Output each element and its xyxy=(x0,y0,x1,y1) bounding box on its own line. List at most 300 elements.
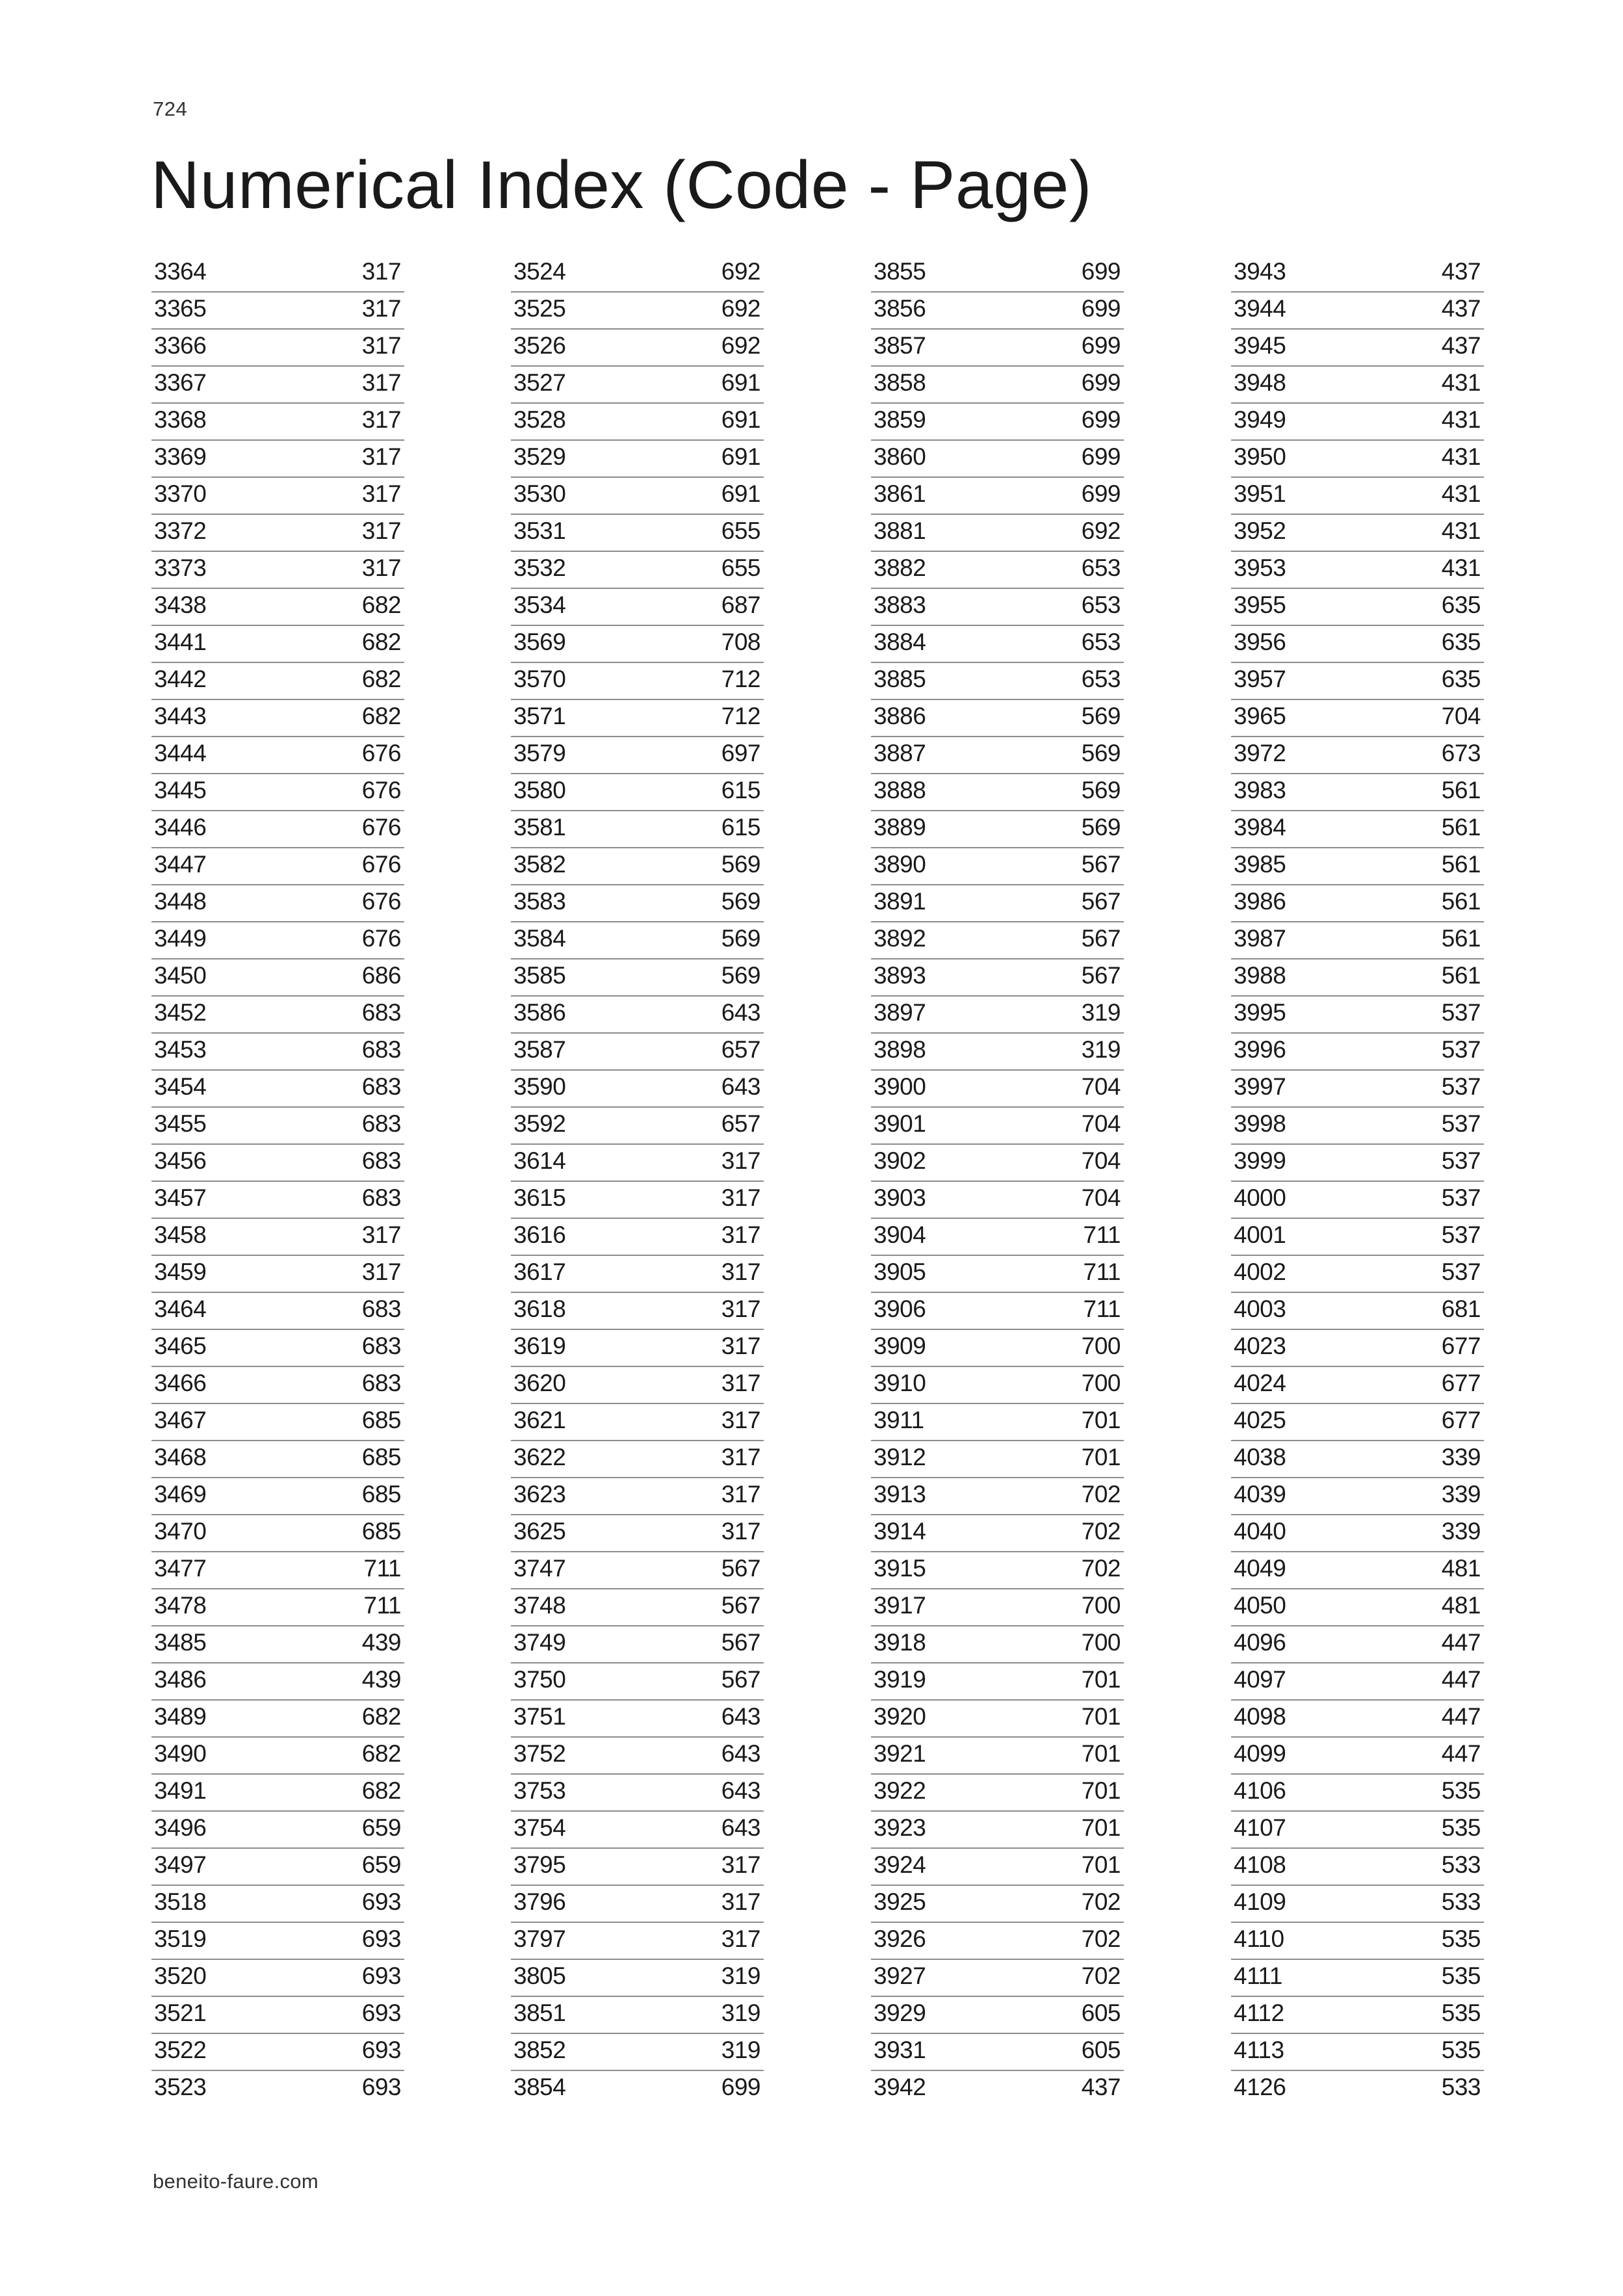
index-row xyxy=(871,1886,1124,1923)
page-reference: 533 xyxy=(1441,1888,1481,1915)
index-column-3 xyxy=(871,255,1124,2108)
index-row xyxy=(511,1219,764,1256)
product-code: 3622 xyxy=(513,1444,566,1470)
product-code: 3919 xyxy=(874,1666,926,1693)
index-row xyxy=(871,1775,1124,1812)
index-row xyxy=(511,700,764,737)
product-code: 3921 xyxy=(874,1740,926,1767)
page-reference: 317 xyxy=(721,1518,760,1545)
page-reference: 655 xyxy=(721,517,760,544)
product-code: 3797 xyxy=(513,1925,566,1952)
product-code: 4000 xyxy=(1234,1184,1286,1211)
product-code: 3949 xyxy=(1234,406,1286,433)
page-reference: 431 xyxy=(1441,406,1481,433)
index-row xyxy=(151,1515,404,1552)
page-reference: 712 xyxy=(721,703,760,729)
index-row xyxy=(151,1145,404,1182)
product-code: 3585 xyxy=(513,962,566,989)
product-code: 3365 xyxy=(154,295,207,322)
page-reference: 711 xyxy=(1083,1259,1121,1285)
index-row xyxy=(871,663,1124,700)
page-reference: 699 xyxy=(1081,258,1121,285)
index-row xyxy=(511,552,764,589)
index-row xyxy=(151,1997,404,2034)
product-code: 3754 xyxy=(513,1814,566,1841)
index-row xyxy=(871,1478,1124,1515)
index-column-1 xyxy=(151,255,404,2108)
page-reference: 683 xyxy=(361,1110,401,1137)
index-row xyxy=(511,1515,764,1552)
page-reference: 533 xyxy=(1441,2074,1481,2100)
product-code: 3749 xyxy=(513,1629,566,1656)
page-reference: 437 xyxy=(1081,2074,1121,2100)
page-reference: 643 xyxy=(721,1073,760,1100)
page-reference: 567 xyxy=(1081,851,1121,878)
index-row xyxy=(871,441,1124,478)
product-code: 3583 xyxy=(513,888,566,915)
page-reference: 537 xyxy=(1441,999,1481,1026)
product-code: 3618 xyxy=(513,1296,566,1322)
page-reference: 437 xyxy=(1441,258,1481,285)
page-reference: 692 xyxy=(721,295,760,322)
index-row xyxy=(871,1552,1124,1589)
page-reference: 561 xyxy=(1441,814,1481,841)
page-reference: 655 xyxy=(721,554,760,581)
product-code: 3468 xyxy=(154,1444,207,1470)
index-row xyxy=(1231,1663,1484,1701)
product-code: 3490 xyxy=(154,1740,207,1767)
index-row xyxy=(151,774,404,811)
index-row xyxy=(871,293,1124,330)
page-reference: 683 xyxy=(361,1073,401,1100)
index-row xyxy=(151,1701,404,1738)
product-code: 3443 xyxy=(154,703,207,729)
index-row xyxy=(151,1404,404,1441)
product-code: 4107 xyxy=(1234,1814,1286,1841)
page-reference: 439 xyxy=(361,1666,401,1693)
product-code: 3456 xyxy=(154,1147,207,1174)
page-reference: 704 xyxy=(1081,1147,1121,1174)
product-code: 4002 xyxy=(1234,1259,1286,1285)
product-code: 3905 xyxy=(874,1259,926,1285)
index-row xyxy=(511,922,764,959)
page-reference: 317 xyxy=(721,1370,760,1396)
product-code: 3909 xyxy=(874,1333,926,1359)
index-row xyxy=(151,1589,404,1626)
index-row xyxy=(871,1182,1124,1219)
product-code: 3856 xyxy=(874,295,926,322)
page-reference: 711 xyxy=(363,1555,401,1582)
index-row xyxy=(1231,1219,1484,1256)
footer-website: beneito-faure.com xyxy=(153,2170,318,2193)
product-code: 3999 xyxy=(1234,1147,1286,1174)
product-code: 4106 xyxy=(1234,1777,1286,1804)
product-code: 3444 xyxy=(154,740,207,766)
product-code: 3446 xyxy=(154,814,207,841)
page-reference: 317 xyxy=(361,406,401,433)
index-row xyxy=(511,1589,764,1626)
page-reference: 699 xyxy=(1081,443,1121,470)
index-row xyxy=(871,1330,1124,1367)
product-code: 3911 xyxy=(874,1407,924,1433)
product-code: 3951 xyxy=(1234,480,1286,507)
page-reference: 535 xyxy=(1441,1925,1481,1952)
index-row xyxy=(1231,2071,1484,2108)
page-reference: 447 xyxy=(1441,1629,1481,1656)
product-code: 3617 xyxy=(513,1259,566,1285)
product-code: 3466 xyxy=(154,1370,207,1396)
index-row xyxy=(871,737,1124,774)
page-reference: 704 xyxy=(1081,1073,1121,1100)
product-code: 3753 xyxy=(513,1777,566,1804)
product-code: 3447 xyxy=(154,851,207,878)
page-reference: 682 xyxy=(361,629,401,655)
index-row xyxy=(511,1293,764,1330)
index-row xyxy=(151,1108,404,1145)
index-row xyxy=(151,811,404,848)
index-row xyxy=(871,997,1124,1034)
page-reference: 693 xyxy=(361,2000,401,2026)
index-row xyxy=(151,589,404,626)
page-reference: 437 xyxy=(1441,332,1481,359)
page-reference: 699 xyxy=(721,2074,760,2100)
product-code: 3965 xyxy=(1234,703,1286,729)
index-row xyxy=(871,515,1124,552)
page-reference: 569 xyxy=(1081,777,1121,803)
product-code: 3452 xyxy=(154,999,207,1026)
page-reference: 561 xyxy=(1441,962,1481,989)
page-reference: 699 xyxy=(1081,480,1121,507)
index-row xyxy=(511,1626,764,1663)
index-row xyxy=(871,848,1124,885)
index-row xyxy=(151,885,404,922)
index-row xyxy=(1231,478,1484,515)
index-row xyxy=(151,1738,404,1775)
index-row xyxy=(151,1849,404,1886)
page-reference: 535 xyxy=(1441,2000,1481,2026)
index-row xyxy=(871,1071,1124,1108)
product-code: 3528 xyxy=(513,406,566,433)
product-code: 3581 xyxy=(513,814,566,841)
product-code: 3752 xyxy=(513,1740,566,1767)
index-row xyxy=(511,737,764,774)
product-code: 3519 xyxy=(154,1925,207,1952)
page-reference: 317 xyxy=(721,1221,760,1248)
page-reference: 676 xyxy=(361,888,401,915)
index-row xyxy=(1231,404,1484,441)
page-reference: 682 xyxy=(361,1777,401,1804)
index-row xyxy=(1231,1738,1484,1775)
page-reference: 683 xyxy=(361,999,401,1026)
product-code: 3884 xyxy=(874,629,926,655)
page-number: 724 xyxy=(153,98,188,120)
page-reference: 615 xyxy=(721,777,760,803)
page-reference: 535 xyxy=(1441,1814,1481,1841)
page-reference: 317 xyxy=(361,1259,401,1285)
product-code: 3614 xyxy=(513,1147,566,1174)
page-reference: 708 xyxy=(721,629,760,655)
product-code: 3889 xyxy=(874,814,926,841)
page-reference: 699 xyxy=(1081,406,1121,433)
page-reference: 643 xyxy=(721,1814,760,1841)
page-reference: 683 xyxy=(361,1296,401,1322)
page-reference: 431 xyxy=(1441,554,1481,581)
page-reference: 700 xyxy=(1081,1333,1121,1359)
page-reference: 677 xyxy=(1441,1370,1481,1396)
page-reference: 431 xyxy=(1441,443,1481,470)
page-reference: 481 xyxy=(1441,1555,1481,1582)
index-row xyxy=(151,515,404,552)
page-reference: 317 xyxy=(721,1481,760,1507)
index-row xyxy=(151,1441,404,1478)
index-row xyxy=(1231,1330,1484,1367)
page-reference: 605 xyxy=(1081,2037,1121,2063)
index-row xyxy=(511,1775,764,1812)
product-code: 3453 xyxy=(154,1036,207,1063)
index-row xyxy=(1231,1997,1484,2034)
page-reference: 317 xyxy=(361,369,401,396)
index-row xyxy=(1231,1960,1484,1997)
product-code: 3929 xyxy=(874,2000,926,2026)
page-reference: 653 xyxy=(1081,629,1121,655)
product-code: 3747 xyxy=(513,1555,566,1582)
index-row xyxy=(1231,1626,1484,1663)
page-reference: 701 xyxy=(1081,1777,1121,1804)
index-row xyxy=(511,1960,764,1997)
page-reference: 701 xyxy=(1081,1666,1121,1693)
page-reference: 567 xyxy=(1081,962,1121,989)
product-code: 3584 xyxy=(513,925,566,952)
page-reference: 676 xyxy=(361,925,401,952)
product-code: 4126 xyxy=(1234,2074,1286,2100)
page-reference: 691 xyxy=(721,480,760,507)
page-reference: 431 xyxy=(1441,517,1481,544)
product-code: 3891 xyxy=(874,888,926,915)
page-reference: 701 xyxy=(1081,1407,1121,1433)
product-code: 3489 xyxy=(154,1703,207,1730)
page-reference: 569 xyxy=(1081,814,1121,841)
index-row xyxy=(511,1182,764,1219)
index-row xyxy=(871,478,1124,515)
page-reference: 701 xyxy=(1081,1814,1121,1841)
page-reference: 567 xyxy=(721,1666,760,1693)
page-reference: 561 xyxy=(1441,851,1481,878)
page-reference: 317 xyxy=(721,1147,760,1174)
product-code: 3592 xyxy=(513,1110,566,1137)
page-reference: 657 xyxy=(721,1110,760,1137)
page-reference: 683 xyxy=(361,1333,401,1359)
product-code: 4039 xyxy=(1234,1481,1286,1507)
index-row xyxy=(1231,1071,1484,1108)
product-code: 3441 xyxy=(154,629,207,655)
page-reference: 317 xyxy=(721,1888,760,1915)
page-reference: 319 xyxy=(721,1963,760,1989)
page-reference: 339 xyxy=(1441,1518,1481,1545)
product-code: 3922 xyxy=(874,1777,926,1804)
product-code: 3859 xyxy=(874,406,926,433)
index-row xyxy=(1231,255,1484,293)
page-reference: 673 xyxy=(1441,740,1481,766)
index-row xyxy=(511,1552,764,1589)
index-row xyxy=(511,441,764,478)
index-row xyxy=(1231,441,1484,478)
product-code: 3883 xyxy=(874,592,926,618)
page-reference: 317 xyxy=(721,1925,760,1952)
product-code: 3923 xyxy=(874,1814,926,1841)
page-reference: 682 xyxy=(361,592,401,618)
product-code: 3532 xyxy=(513,554,566,581)
page-reference: 692 xyxy=(721,332,760,359)
page-reference: 317 xyxy=(721,1184,760,1211)
product-code: 3524 xyxy=(513,258,566,285)
index-row xyxy=(151,737,404,774)
index-row xyxy=(871,1997,1124,2034)
page-reference: 682 xyxy=(361,1703,401,1730)
product-code: 3805 xyxy=(513,1963,566,1989)
index-row xyxy=(1231,1849,1484,1886)
index-row xyxy=(871,1663,1124,1701)
product-code: 3623 xyxy=(513,1481,566,1507)
product-code: 4111 xyxy=(1234,1963,1282,1989)
product-code: 3854 xyxy=(513,2074,566,2100)
index-row xyxy=(1231,737,1484,774)
index-row xyxy=(151,1219,404,1256)
page-reference: 317 xyxy=(361,332,401,359)
index-row xyxy=(871,1293,1124,1330)
index-row xyxy=(1231,1256,1484,1293)
index-row xyxy=(511,811,764,848)
page-reference: 481 xyxy=(1441,1592,1481,1619)
product-code: 4040 xyxy=(1234,1518,1286,1545)
product-code: 3445 xyxy=(154,777,207,803)
index-row xyxy=(871,700,1124,737)
index-row xyxy=(1231,589,1484,626)
product-code: 3751 xyxy=(513,1703,566,1730)
index-row xyxy=(511,885,764,922)
product-code: 4049 xyxy=(1234,1555,1286,1582)
page-reference: 659 xyxy=(361,1814,401,1841)
page-reference: 704 xyxy=(1441,703,1481,729)
product-code: 3523 xyxy=(154,2074,207,2100)
product-code: 3985 xyxy=(1234,851,1286,878)
product-code: 3855 xyxy=(874,258,926,285)
page-reference: 691 xyxy=(721,406,760,433)
index-row xyxy=(511,1404,764,1441)
page-reference: 439 xyxy=(361,1629,401,1656)
index-row xyxy=(871,1923,1124,1960)
index-row xyxy=(511,589,764,626)
product-code: 3898 xyxy=(874,1036,926,1063)
page-reference: 533 xyxy=(1441,1851,1481,1878)
product-code: 3890 xyxy=(874,851,926,878)
page-reference: 693 xyxy=(361,1963,401,1989)
product-code: 3364 xyxy=(154,258,207,285)
page-reference: 317 xyxy=(721,1851,760,1878)
index-row xyxy=(151,478,404,515)
product-code: 3450 xyxy=(154,962,207,989)
page-reference: 702 xyxy=(1081,1963,1121,1989)
index-row xyxy=(1231,2034,1484,2071)
index-row xyxy=(511,404,764,441)
index-row xyxy=(871,2071,1124,2108)
index-row xyxy=(151,1071,404,1108)
product-code: 3956 xyxy=(1234,629,1286,655)
index-row xyxy=(151,1367,404,1404)
index-row xyxy=(1231,293,1484,330)
index-row xyxy=(1231,1775,1484,1812)
index-row xyxy=(871,1701,1124,1738)
product-code: 3616 xyxy=(513,1221,566,1248)
product-code: 3984 xyxy=(1234,814,1286,841)
product-code: 3945 xyxy=(1234,332,1286,359)
product-code: 3950 xyxy=(1234,443,1286,470)
index-row xyxy=(871,1441,1124,1478)
index-row xyxy=(511,774,764,811)
product-code: 4001 xyxy=(1234,1221,1286,1248)
index-row xyxy=(151,1034,404,1071)
product-code: 3918 xyxy=(874,1629,926,1656)
product-code: 3851 xyxy=(513,2000,566,2026)
index-row xyxy=(511,1256,764,1293)
product-code: 3586 xyxy=(513,999,566,1026)
page-reference: 702 xyxy=(1081,1555,1121,1582)
product-code: 3497 xyxy=(154,1851,207,1878)
index-row xyxy=(1231,885,1484,922)
product-code: 3587 xyxy=(513,1036,566,1063)
index-row xyxy=(151,2034,404,2071)
index-row xyxy=(511,1441,764,1478)
product-code: 3748 xyxy=(513,1592,566,1619)
page-reference: 685 xyxy=(361,1407,401,1433)
page-reference: 686 xyxy=(361,962,401,989)
page-reference: 635 xyxy=(1441,592,1481,618)
index-row xyxy=(511,293,764,330)
product-code: 3948 xyxy=(1234,369,1286,396)
page-reference: 683 xyxy=(361,1036,401,1063)
page-reference: 643 xyxy=(721,1703,760,1730)
page-reference: 692 xyxy=(1081,517,1121,544)
product-code: 3942 xyxy=(874,2074,926,2100)
index-row xyxy=(1231,330,1484,367)
product-code: 3531 xyxy=(513,517,566,544)
index-row xyxy=(511,1812,764,1849)
product-code: 4003 xyxy=(1234,1296,1286,1322)
product-code: 3570 xyxy=(513,666,566,692)
product-code: 3861 xyxy=(874,480,926,507)
product-code: 3525 xyxy=(513,295,566,322)
page-reference: 711 xyxy=(363,1592,401,1619)
page-reference: 605 xyxy=(1081,2000,1121,2026)
product-code: 3944 xyxy=(1234,295,1286,322)
page-reference: 677 xyxy=(1441,1407,1481,1433)
product-code: 4024 xyxy=(1234,1370,1286,1396)
page-reference: 704 xyxy=(1081,1184,1121,1211)
page-reference: 535 xyxy=(1441,1777,1481,1804)
product-code: 4112 xyxy=(1234,2000,1284,2026)
page-reference: 683 xyxy=(361,1370,401,1396)
page-reference: 569 xyxy=(1081,703,1121,729)
index-row xyxy=(1231,997,1484,1034)
page-reference: 537 xyxy=(1441,1259,1481,1285)
product-code: 4113 xyxy=(1234,2037,1284,2063)
index-row xyxy=(871,774,1124,811)
product-code: 3470 xyxy=(154,1518,207,1545)
index-row xyxy=(151,922,404,959)
page-reference: 685 xyxy=(361,1481,401,1507)
product-code: 3983 xyxy=(1234,777,1286,803)
index-row xyxy=(1231,959,1484,997)
page-reference: 700 xyxy=(1081,1629,1121,1656)
